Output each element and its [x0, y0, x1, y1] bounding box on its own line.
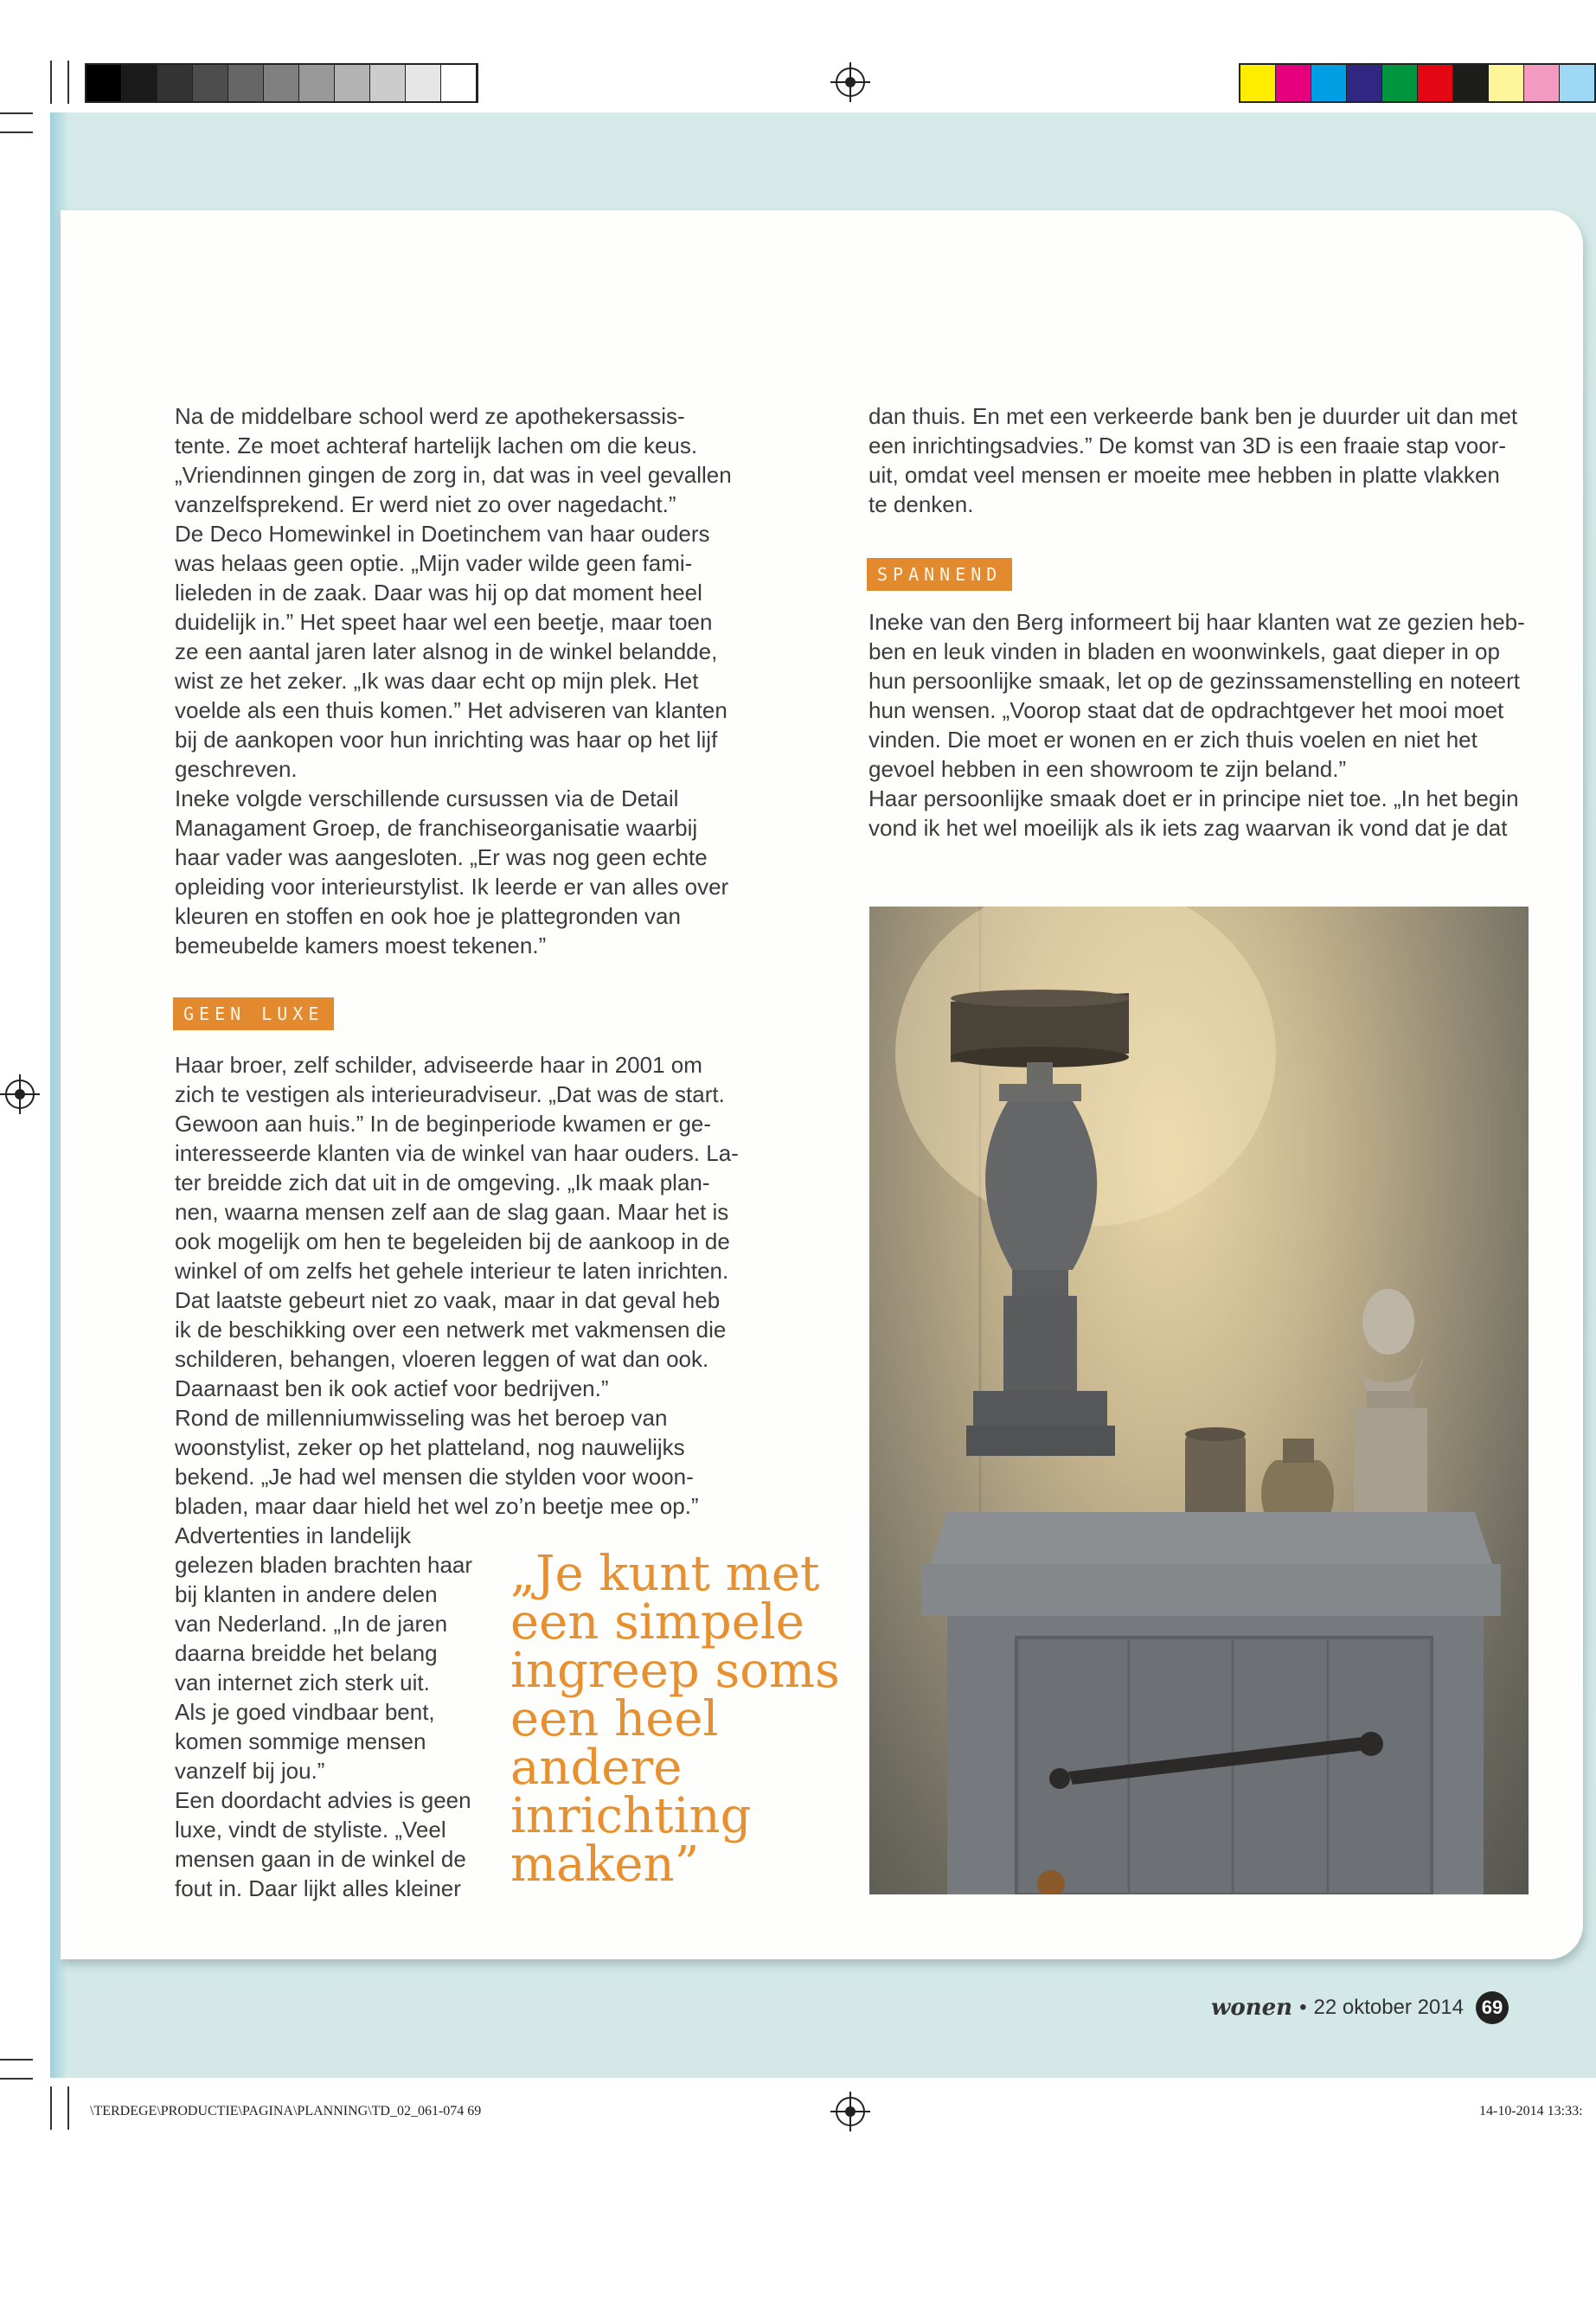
section-heading-geen-luxe: GEEN LUXE	[173, 997, 334, 1030]
text-line: vanzelfsprekend. Er werd niet zo over nagedacht.”	[175, 491, 676, 517]
text-line: Als je goed vindbaar bent,	[175, 1699, 435, 1725]
text-line: Haar persoonlijke smaak doet er in principe niet toe. „In het begin	[869, 785, 1519, 811]
text-line: gevoel hebben in een showroom te zijn beland.”	[869, 756, 1347, 782]
text-line: van Nederland. „In de jaren	[175, 1611, 448, 1637]
color-swatch	[1240, 65, 1276, 101]
text-line: Een doordacht advies is geen	[175, 1787, 471, 1813]
left-column-geen-luxe	[175, 1050, 746, 1521]
text-line: Na de middelbare school werd ze apothekersassis-	[175, 403, 685, 429]
grayscale-swatch	[264, 65, 299, 101]
print-slug-path: \TERDEGE\PRODUCTIE\PAGINA\PLANNING\TD_02_061-074 69	[90, 2104, 482, 2118]
text-line: bemeubelde kamers moest tekenen.”	[175, 933, 547, 958]
color-swatch	[1311, 65, 1347, 101]
text-line: bij klanten in andere delen	[175, 1581, 438, 1607]
grayscale-swatch	[406, 65, 441, 101]
grayscale-swatch	[228, 65, 264, 101]
right-column-top	[869, 401, 1543, 519]
text-line: bij de aankopen voor hun inrichting was haar op het lijf	[175, 727, 718, 753]
text-line: duidelijk in.” Het speet haar wel een beetje, maar toen	[175, 609, 713, 635]
grayscale-swatch	[157, 65, 193, 101]
grayscale-swatch	[335, 65, 370, 101]
text-line: zich te vestigen als interieuradviseur. „Dat was de start.	[175, 1081, 725, 1107]
right-column-spannend	[869, 607, 1543, 843]
text-line: van internet zich sterk uit.	[175, 1670, 430, 1695]
pull-quote: „Je kunt met een simpele ingreep soms een heel andere inrichting maken”	[510, 1546, 840, 1893]
text-line: bladen, maar daar hield het wel zo’n beetje mee op.”	[175, 1493, 699, 1519]
text-line: fout in. Daar lijkt alles kleiner	[175, 1875, 461, 1901]
color-swatch	[1418, 65, 1453, 101]
crop-mark	[50, 2086, 52, 2130]
grayscale-swatch	[87, 65, 122, 101]
text-line: Haar broer, zelf schilder, adviseerde haar in 2001 om	[175, 1052, 702, 1078]
left-column-narrow	[175, 1521, 486, 1903]
grayscale-swatch	[370, 65, 406, 101]
text-line: tente. Ze moet achteraf hartelijk lachen om die keus.	[175, 433, 698, 458]
crop-mark	[0, 131, 33, 133]
text-line: hun wensen. „Voorop staat dat de opdrachtgever het mooi moet	[869, 697, 1504, 723]
text-line: kleuren en stoffen en ook hoe je plattegronden van	[175, 903, 681, 929]
text-line: nen, waarna mensen zelf aan de slag gaan. Maar het is	[175, 1199, 729, 1225]
crop-mark	[67, 61, 69, 104]
text-line: schilderen, behangen, vloeren leggen of wat dan ook.	[175, 1346, 709, 1372]
text-line: hun persoonlijke smaak, let op de gezinssamenstelling en noteert	[869, 668, 1521, 694]
grayscale-swatch	[441, 65, 477, 101]
text-line: Rond de millenniumwisseling was het beroep van	[175, 1405, 668, 1431]
text-line: vond ik het wel moeilijk als ik iets zag waarvan ik vond dat je dat	[869, 815, 1508, 841]
text-line: mensen gaan in de winkel de	[175, 1846, 466, 1872]
text-line: Ineke van den Berg informeert bij haar klanten wat ze gezien heb-	[869, 609, 1525, 635]
magazine-brand: wonen	[1211, 1995, 1293, 2021]
issue-date: 22 oktober 2014	[1313, 1996, 1464, 2019]
text-line: wist ze het zeker. „Ik was daar echt op mijn plek. Het	[175, 668, 699, 694]
print-slug-timestamp: 14-10-2014 13:33:	[1479, 2104, 1583, 2118]
text-line: ook mogelijk om hen te begeleiden bij de aankoop in de	[175, 1228, 730, 1254]
color-swatch	[1524, 65, 1560, 101]
text-line: winkel of om zelfs het gehele interieur te laten inrichten.	[175, 1258, 729, 1284]
left-column-intro	[175, 401, 746, 960]
text-line: gelezen bladen brachten haar	[175, 1552, 473, 1578]
color-swatch	[1453, 65, 1489, 101]
registration-target-icon	[5, 1080, 35, 1109]
text-line: Dat laatste gebeurt niet zo vaak, maar in dat geval heb	[175, 1287, 721, 1313]
text-line: ben en leuk vinden in bladen en woonwinkels, gaat dieper in op	[869, 638, 1500, 664]
page-number-badge: 69	[1476, 1991, 1509, 2024]
text-line: interesseerde klanten via de winkel van haar ouders. La-	[175, 1140, 739, 1166]
text-line: voelde als een thuis komen.” Het adviseren van klanten	[175, 697, 727, 723]
crop-mark	[67, 2086, 69, 2130]
text-line: daarna breidde het belang	[175, 1640, 438, 1666]
text-line: Ineke volgde verschillende cursussen via de Detail	[175, 785, 679, 811]
grayscale-swatch	[122, 65, 157, 101]
text-line: bekend. „Je had wel mensen die stylden voor woon-	[175, 1464, 694, 1490]
color-calibration-bar	[1239, 63, 1596, 103]
color-swatch	[1560, 65, 1595, 101]
photo-illustration	[869, 907, 1529, 1894]
text-line: De Deco Homewinkel in Doetinchem van haar ouders	[175, 521, 710, 547]
text-line: opleiding voor interieurstylist. Ik leerde er van alles over	[175, 874, 729, 900]
color-swatch	[1382, 65, 1418, 101]
crop-mark	[0, 112, 33, 114]
text-line: ter breidde zich dat uit in de omgeving. „Ik maak plan-	[175, 1170, 710, 1195]
registration-target-icon	[836, 2097, 865, 2126]
text-line: woonstylist, zeker op het platteland, nog nauwelijks	[175, 1434, 685, 1460]
text-line: lieleden in de zaak. Daar was hij op dat moment heel	[175, 580, 702, 606]
crop-mark	[50, 61, 52, 104]
photo-lamp-cabinet	[869, 907, 1529, 1894]
grayscale-calibration-bar	[85, 63, 478, 103]
page-footer	[1211, 1991, 1509, 2024]
text-line: dan thuis. En met een verkeerde bank ben je duurder uit dan met	[869, 403, 1518, 429]
text-line: was helaas geen optie. „Mijn vader wilde geen fami-	[175, 550, 693, 576]
text-line: „Vriendinnen gingen de zorg in, dat was in veel gevallen	[175, 462, 732, 488]
text-line: komen sommige mensen	[175, 1728, 426, 1754]
text-line: luxe, vindt de styliste. „Veel	[175, 1817, 446, 1843]
crop-mark	[0, 2078, 33, 2080]
text-line: Daarnaast ben ik ook actief voor bedrijven.”	[175, 1375, 609, 1401]
text-line: geschreven.	[175, 756, 298, 782]
text-line: Gewoon aan huis.” In de beginperiode kwamen er ge-	[175, 1111, 712, 1137]
crop-mark	[0, 2059, 33, 2061]
text-line: uit, omdat veel mensen er moeite mee hebben in platte vlakken	[869, 462, 1500, 488]
registration-target-icon	[836, 67, 865, 97]
text-line: ze een aantal jaren later alsnog in de winkel belandde,	[175, 638, 718, 664]
text-line: vanzelf bij jou.”	[175, 1758, 325, 1784]
text-line: Advertenties in landelijk	[175, 1522, 412, 1548]
grayscale-swatch	[299, 65, 335, 101]
section-heading-spannend: SPANNEND	[867, 558, 1012, 591]
color-swatch	[1347, 65, 1382, 101]
text-line: haar vader was aangesloten. „Er was nog geen echte	[175, 844, 708, 870]
color-swatch	[1276, 65, 1311, 101]
grayscale-swatch	[193, 65, 228, 101]
text-line: Managament Groep, de franchiseorganisatie waarbij	[175, 815, 698, 841]
text-line: een inrichtingsadvies.” De komst van 3D is een fraaie stap voor-	[869, 433, 1507, 458]
color-swatch	[1489, 65, 1524, 101]
text-line: ik de beschikking over een netwerk met vakmensen die	[175, 1317, 727, 1343]
text-line: te denken.	[869, 491, 974, 517]
text-line: vinden. Die moet er wonen en er zich thuis voelen en niet het	[869, 727, 1477, 753]
footer-separator: •	[1299, 1996, 1307, 2019]
